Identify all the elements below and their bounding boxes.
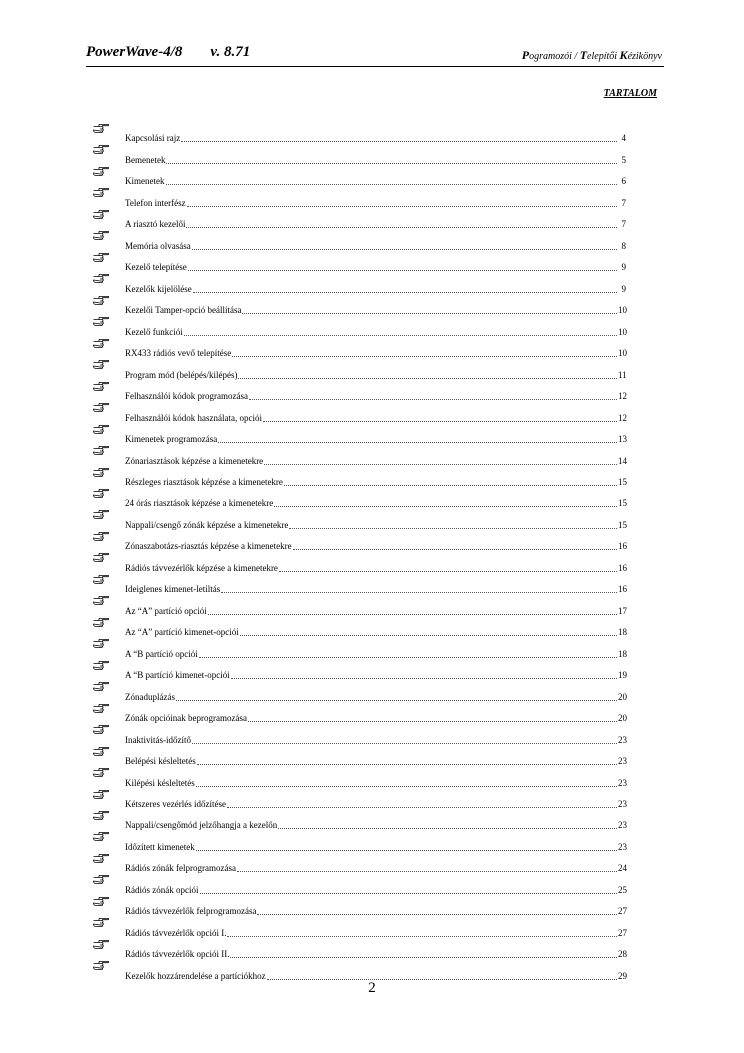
pointing-hand-icon xyxy=(93,124,109,133)
header-manual-title xyxy=(522,48,662,63)
toc-entry[interactable] xyxy=(93,746,626,767)
toc-entry[interactable] xyxy=(93,531,626,552)
pointing-hand-icon xyxy=(93,403,109,412)
toc-entry-page: 25 xyxy=(618,884,627,895)
header-product xyxy=(86,44,250,61)
dot-leader xyxy=(166,184,618,185)
toc-entry-label: Kezelői Tamper-opció beállítása xyxy=(125,305,242,316)
toc-entry-label: Zónák opcióinak beprogramozása xyxy=(125,713,247,724)
toc-entry-label: Memória olvasása xyxy=(125,240,191,251)
toc-entry[interactable] xyxy=(93,488,626,509)
dot-leader xyxy=(208,614,617,615)
toc-entry-page: 28 xyxy=(618,949,627,960)
product-name: PowerWave-4/8 xyxy=(86,44,183,60)
toc-entry-page: 10 xyxy=(618,305,627,316)
pointing-hand-icon xyxy=(93,639,109,648)
toc-entry[interactable] xyxy=(93,660,626,681)
toc-entry-label: Rádiós távvezérlők felprogramozása xyxy=(125,906,257,917)
toc-entry[interactable] xyxy=(93,939,626,960)
toc-entry-label: Bemenetek xyxy=(125,154,166,165)
pointing-hand-icon xyxy=(93,274,109,283)
toc-entry[interactable] xyxy=(93,917,626,938)
toc-entry[interactable] xyxy=(93,509,626,530)
toc-entry[interactable] xyxy=(93,853,626,874)
dot-leader xyxy=(278,828,617,829)
dot-leader xyxy=(196,850,617,851)
dot-leader xyxy=(192,743,617,744)
manual-title-part2: elepítői xyxy=(587,51,620,62)
toc-entry-page: 4 xyxy=(621,133,626,144)
toc-entry-label: Kétszeres vezérlés időzítése xyxy=(125,799,226,809)
toc-entry[interactable] xyxy=(93,144,626,165)
pointing-hand-icon xyxy=(93,553,109,562)
pointing-hand-icon xyxy=(93,704,109,713)
pointing-hand-icon xyxy=(93,296,109,305)
dot-leader xyxy=(199,657,617,658)
pointing-hand-icon xyxy=(93,425,109,434)
dot-leader xyxy=(230,957,617,958)
toc-entry[interactable] xyxy=(93,724,626,745)
pointing-hand-icon xyxy=(93,596,109,605)
toc-entry-label: Nappali/csengő zónák képzése a kimenetekre xyxy=(125,519,289,530)
dot-leader xyxy=(193,292,617,293)
dot-leader xyxy=(200,893,618,894)
toc-entry-label: Részleges riasztások képzése a kimenetekre xyxy=(125,476,283,487)
toc-entry-page: 16 xyxy=(618,541,627,552)
toc-entry-label: Kilépési késleltetés xyxy=(125,777,195,788)
dot-leader xyxy=(289,528,617,529)
toc-entry[interactable] xyxy=(93,166,626,187)
toc-entry[interactable] xyxy=(93,960,626,981)
dot-leader xyxy=(187,206,617,207)
toc-entry-label: Kimenetek programozása xyxy=(125,434,218,445)
toc-entry[interactable] xyxy=(93,595,626,616)
toc-entry[interactable] xyxy=(93,359,626,380)
toc-entry-page: 9 xyxy=(621,262,626,273)
pointing-hand-icon xyxy=(93,188,109,197)
toc-entry-page: 14 xyxy=(618,455,627,466)
pointing-hand-icon xyxy=(93,682,109,691)
dot-leader xyxy=(274,506,617,507)
pointing-hand-icon xyxy=(93,940,109,949)
toc-entry-page: 6 xyxy=(621,176,626,187)
pointing-hand-icon xyxy=(93,661,109,670)
toc-entry-label: Rádiós távvezérlők opciói I. xyxy=(125,927,227,938)
toc-entry-label: Kezelők kijelölése xyxy=(125,283,192,294)
pointing-hand-icon xyxy=(93,790,109,799)
toc-entry[interactable] xyxy=(93,338,626,359)
toc-entry-label: Ideiglenes kimenet-letiltás xyxy=(125,584,221,595)
pointing-hand-icon xyxy=(93,317,109,326)
toc-entry-label: Kimenetek xyxy=(125,176,165,187)
toc-entry-page: 15 xyxy=(618,498,627,509)
toc-entry[interactable] xyxy=(93,874,626,895)
toc-entry-label: Rádiós távvezérlők képzése a kimenetekre xyxy=(125,562,278,573)
toc-entry-label: Kapcsolási rajz xyxy=(125,133,181,144)
toc-entry[interactable] xyxy=(93,767,626,788)
toc-title: TARTALOM xyxy=(603,88,657,99)
toc-entry-page: 18 xyxy=(618,627,627,638)
toc-entry-page: 27 xyxy=(618,906,627,917)
toc-entry-label: Kezelő telepítése xyxy=(125,262,187,273)
manual-title-p: P xyxy=(521,48,530,62)
toc-entry-page: 29 xyxy=(618,970,627,981)
product-version: v. 8.71 xyxy=(210,44,251,60)
toc-entry-page: 10 xyxy=(618,326,627,337)
pointing-hand-icon xyxy=(93,747,109,756)
toc-entry-page: 12 xyxy=(618,391,627,402)
toc-entry[interactable] xyxy=(93,810,626,831)
toc-entry-page: 7 xyxy=(621,219,626,230)
pointing-hand-icon xyxy=(93,510,109,519)
table-of-contents xyxy=(93,123,626,982)
toc-entry-page: 16 xyxy=(618,562,627,573)
toc-entry[interactable] xyxy=(93,552,626,573)
toc-entry[interactable] xyxy=(93,295,626,316)
manual-title-t: T xyxy=(579,48,588,62)
toc-entry-page: 17 xyxy=(618,605,627,616)
toc-entry-label: Belépési késleltetés xyxy=(125,756,196,767)
toc-entry-label: A “B partíció kimenet-opciói xyxy=(125,670,230,681)
toc-entry-label: RX433 rádiós vevő telepítése xyxy=(125,348,232,359)
dot-leader xyxy=(264,464,617,465)
toc-entry[interactable] xyxy=(93,896,626,917)
pointing-hand-icon xyxy=(93,468,109,477)
toc-entry-page: 8 xyxy=(621,240,626,251)
toc-entry-label: Az “A” partíció kimenet-opciói xyxy=(125,627,239,638)
pointing-hand-icon xyxy=(93,832,109,841)
toc-entry-label: Rádiós zónák opciói xyxy=(125,884,199,895)
toc-entry-page: 23 xyxy=(618,820,627,831)
pointing-hand-icon xyxy=(93,618,109,627)
dot-leader xyxy=(192,249,617,250)
toc-entry-label: Felhasználói kódok használata, opciói xyxy=(125,412,262,423)
pointing-hand-icon xyxy=(93,875,109,884)
toc-entry-label: Rádiós zónák felprogramozása xyxy=(125,863,236,874)
toc-entry[interactable] xyxy=(93,123,626,144)
pointing-hand-icon xyxy=(93,575,109,584)
dot-leader xyxy=(248,721,617,722)
pointing-hand-icon xyxy=(93,961,109,970)
toc-entry[interactable] xyxy=(93,209,626,230)
pointing-hand-icon xyxy=(93,811,109,820)
pointing-hand-icon xyxy=(93,918,109,927)
toc-entry-page: 23 xyxy=(618,777,627,788)
dot-leader xyxy=(186,227,617,228)
dot-leader xyxy=(284,485,617,486)
toc-entry-label: Program mód (belépés/kilépés) xyxy=(125,369,238,380)
dot-leader xyxy=(184,335,617,336)
toc-entry-page: 10 xyxy=(618,348,627,359)
dot-leader xyxy=(249,399,617,400)
pointing-hand-icon xyxy=(93,532,109,541)
toc-entry[interactable] xyxy=(93,681,626,702)
toc-entry-page: 19 xyxy=(618,670,627,681)
pointing-hand-icon xyxy=(93,253,109,262)
toc-entry[interactable] xyxy=(93,230,626,251)
dot-leader xyxy=(240,635,617,636)
toc-entry[interactable] xyxy=(93,381,626,402)
dot-leader xyxy=(257,914,617,915)
dot-leader xyxy=(218,442,617,443)
toc-entry-page: 27 xyxy=(618,927,627,938)
toc-entry-label: A riasztó kezelői xyxy=(125,219,186,230)
dot-leader xyxy=(197,764,617,765)
dot-leader xyxy=(227,936,617,937)
toc-entry-label: 24 órás riasztások képzése a kimenetekre xyxy=(125,498,274,509)
dot-leader xyxy=(221,592,617,593)
page-number: 2 xyxy=(368,980,376,996)
dot-leader xyxy=(181,141,617,142)
toc-entry-page: 24 xyxy=(618,863,627,874)
dot-leader xyxy=(232,356,617,357)
toc-entry-label: Felhasználói kódok programozása xyxy=(125,391,248,402)
pointing-hand-icon xyxy=(93,339,109,348)
toc-entry[interactable] xyxy=(93,703,626,724)
toc-entry[interactable] xyxy=(93,252,626,273)
toc-entry-label: Időzített kimenetek xyxy=(125,841,195,852)
toc-entry-page: 7 xyxy=(621,197,626,208)
toc-entry[interactable] xyxy=(93,638,626,659)
dot-leader xyxy=(293,549,617,550)
dot-leader xyxy=(166,163,617,164)
dot-leader xyxy=(231,678,617,679)
manual-title-part3: ézikönyv xyxy=(627,51,662,62)
toc-entry-label: Az “A” partíció opciói xyxy=(125,605,207,616)
dot-leader xyxy=(176,700,617,701)
toc-entry-page: 5 xyxy=(621,154,626,165)
toc-entry-page: 18 xyxy=(618,648,627,659)
pointing-hand-icon xyxy=(93,897,109,906)
toc-entry-page: 13 xyxy=(618,434,627,445)
toc-entry-label: Nappali/csengőmód jelzőhangja a kezelőn xyxy=(125,820,278,831)
pointing-hand-icon xyxy=(93,489,109,498)
toc-entry[interactable] xyxy=(93,574,626,595)
toc-entry[interactable] xyxy=(93,187,626,208)
toc-entry[interactable] xyxy=(93,789,626,810)
toc-entry[interactable] xyxy=(93,831,626,852)
pointing-hand-icon xyxy=(93,382,109,391)
dot-leader xyxy=(196,786,617,787)
toc-entry-page: 12 xyxy=(618,412,627,423)
toc-entry[interactable] xyxy=(93,617,626,638)
pointing-hand-icon xyxy=(93,725,109,734)
toc-entry-label: Rádiós távvezérlők opciói II. xyxy=(125,949,230,960)
dot-leader xyxy=(242,313,617,314)
manual-title-k: K xyxy=(619,48,628,62)
pointing-hand-icon xyxy=(93,854,109,863)
toc-entry-label: A “B partíció opciói xyxy=(125,648,198,659)
toc-entry-label: Zónaszabotázs-riasztás képzése a kimenetekre xyxy=(125,541,292,552)
toc-entry-label: Inaktivitás-időzítő xyxy=(125,734,191,745)
pointing-hand-icon xyxy=(93,210,109,219)
toc-entry-label: Zónariasztások képzése a kimenetekre xyxy=(125,455,264,466)
toc-entry-page: 23 xyxy=(618,756,627,767)
dot-leader xyxy=(263,421,617,422)
toc-entry-page: 20 xyxy=(618,691,627,702)
dot-leader xyxy=(227,807,617,808)
pointing-hand-icon xyxy=(93,446,109,455)
dot-leader xyxy=(279,571,617,572)
pointing-hand-icon xyxy=(93,231,109,240)
toc-entry-label: Zónaduplázás xyxy=(125,691,175,702)
toc-entry-label: Kezelő funkciói xyxy=(125,326,183,337)
dot-leader xyxy=(237,871,617,872)
pointing-hand-icon xyxy=(93,768,109,777)
toc-entry-page: 16 xyxy=(618,584,627,595)
toc-entry-label: Kezelők hozzárendelése a partíciókhoz xyxy=(125,970,266,981)
toc-entry[interactable] xyxy=(93,445,626,466)
pointing-hand-icon xyxy=(93,145,109,154)
toc-entry-page: 23 xyxy=(618,734,627,745)
toc-entry-page: 9 xyxy=(621,283,626,294)
toc-entry-label: Telefon interfész xyxy=(125,197,186,208)
toc-entry-page: 11 xyxy=(618,369,627,380)
manual-title-part1: ogramozói / xyxy=(529,51,580,62)
toc-entry[interactable] xyxy=(93,402,626,423)
pointing-hand-icon xyxy=(93,167,109,176)
toc-entry-page: 15 xyxy=(618,519,627,530)
toc-entry-page: 20 xyxy=(618,713,627,724)
page-header xyxy=(86,44,664,67)
dot-leader xyxy=(188,270,617,271)
toc-entry-page: 15 xyxy=(618,476,627,487)
toc-entry-page: 23 xyxy=(618,799,627,809)
dot-leader xyxy=(238,378,617,379)
toc-entry[interactable] xyxy=(93,273,626,294)
toc-entry[interactable] xyxy=(93,467,626,488)
toc-entry-page: 23 xyxy=(618,841,627,852)
toc-entry[interactable] xyxy=(93,424,626,445)
pointing-hand-icon xyxy=(93,360,109,369)
toc-entry[interactable] xyxy=(93,316,626,337)
